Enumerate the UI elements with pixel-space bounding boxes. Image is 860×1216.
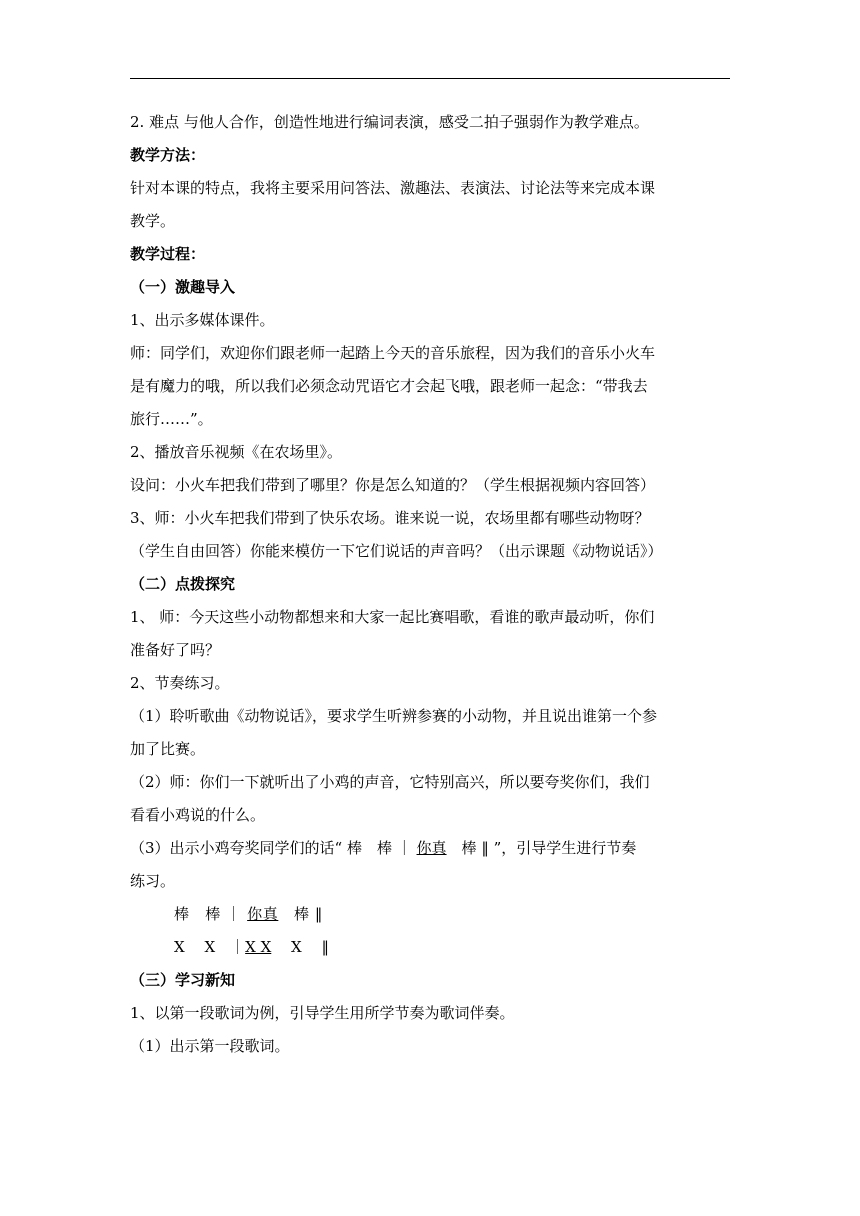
text-line: 1、以第一段歌词为例，引导学生用所学节奏为歌词伴奏。 <box>130 1004 515 1022</box>
lyrics-row <box>130 898 730 931</box>
text-line: 加了比赛。 <box>130 740 206 758</box>
rhythm-intro-continuation: 练习。 <box>130 872 176 890</box>
lyrics-before: 棒 棒 ｜ <box>174 905 248 923</box>
text-line: （学生自由回答）你能来模仿一下它们说话的声音吗？（出示课题《动物说话》） <box>130 542 663 560</box>
text-line: 教学。 <box>130 212 176 230</box>
rhythm-intro-before: （3）出示小鸡夸奖同学们的话“ 棒 棒 ｜ <box>130 839 417 857</box>
text-line: 2. 难点 与他人合作，创造性地进行编词表演，感受二拍子强弱作为教学难点。 <box>130 113 649 131</box>
text-line: 师：同学们，欢迎你们跟老师一起踏上今天的音乐旅程，因为我们的音乐小火车 <box>130 344 656 362</box>
text-line: 2、播放音乐视频《在农场里》。 <box>130 443 343 461</box>
paragraph-block-top <box>130 106 730 832</box>
rhythm-intro-line <box>130 832 730 865</box>
text-line: 3、师：小火车把我们带到了快乐农场。谁来说一说，农场里都有哪些动物呀？ <box>130 509 650 527</box>
section-heading: （一）激趣导入 <box>130 278 236 296</box>
lyrics-after: 棒 ‖ <box>278 905 324 923</box>
text-line: 是有魔力的哦，所以我们必须念动咒语它才会起飞哦，跟老师一起念：“带我去 <box>130 377 648 395</box>
section-heading: 教学过程： <box>130 245 206 263</box>
text-line: 1、出示多媒体课件。 <box>130 311 275 329</box>
text-line: 旅行……”。 <box>130 410 213 428</box>
text-line: 看看小鸡说的什么。 <box>130 806 266 824</box>
text-line: （2）师：你们一下就听出了小鸡的声音，它特别高兴，所以要夸奖你们，我们 <box>130 773 650 791</box>
document-body <box>130 106 730 1063</box>
header-rule <box>130 78 730 79</box>
section-heading: （二）点拨探究 <box>130 575 236 593</box>
notation-before: X X ｜ <box>174 938 246 956</box>
notation-after: X ‖ <box>271 938 329 956</box>
section-heading: 教学方法： <box>130 146 206 164</box>
section-heading: （三）学习新知 <box>130 971 236 989</box>
text-line: 针对本课的特点，我将主要采用问答法、激趣法、表演法、讨论法等来完成本课 <box>130 179 656 197</box>
text-line: 2、节奏练习。 <box>130 674 230 692</box>
text-line: 准备好了吗？ <box>130 641 221 659</box>
text-line: 1、 师：今天这些小动物都想来和大家一起比赛唱歌，看谁的歌声最动听，你们 <box>130 608 655 626</box>
notation-underlined: X X <box>245 938 272 956</box>
paragraph-block-bottom <box>130 964 730 1063</box>
text-line: 设问：小火车把我们带到了哪里？你是怎么知道的？（学生根据视频内容回答） <box>130 476 656 494</box>
lyrics-underlined: 你真 <box>247 905 279 923</box>
rhythm-intro-underlined: 你真 <box>416 839 447 857</box>
rhythm-intro-after: 棒 ‖ ”，引导学生进行节奏 <box>446 839 637 857</box>
text-line: （1）出示第一段歌词。 <box>130 1037 290 1055</box>
text-line: （1）聆听歌曲《动物说话》，要求学生听辨参赛的小动物，并且说出谁第一个参 <box>130 707 658 725</box>
notation-row <box>130 931 730 964</box>
